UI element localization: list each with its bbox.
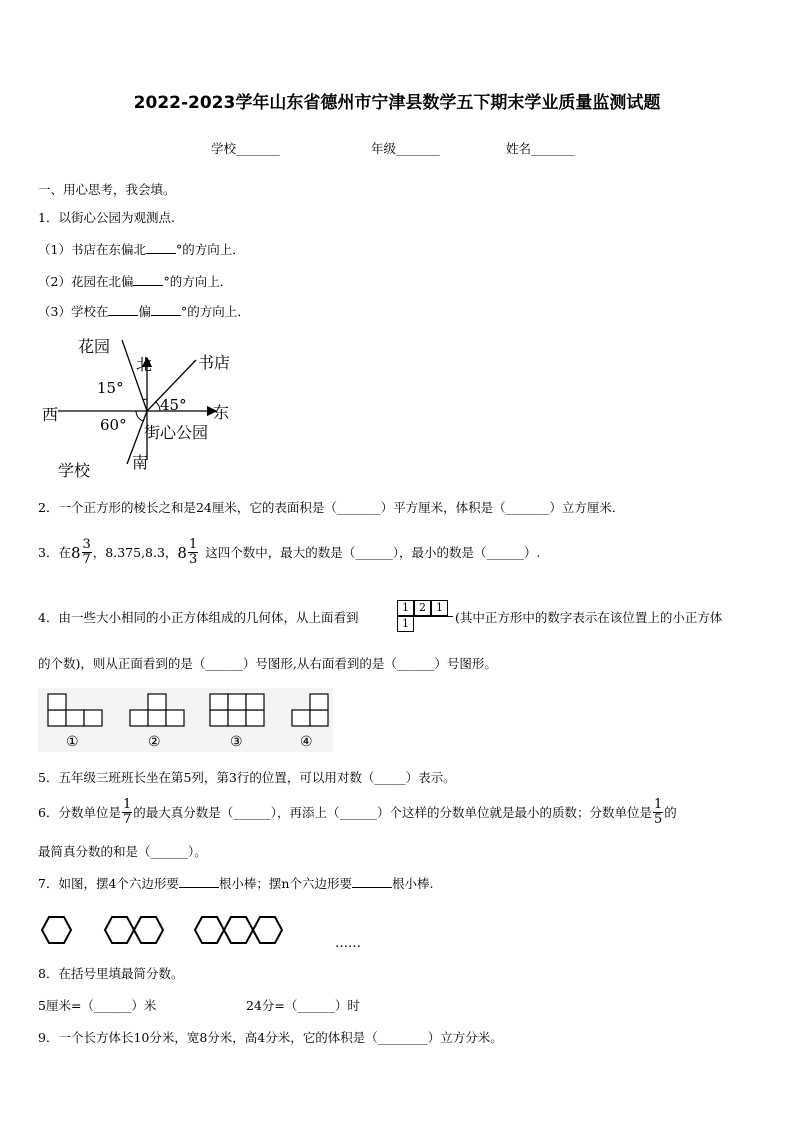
q1-stem: 1．以街心公园为观测点． (38, 210, 184, 225)
q4-text-c: 的个数)，则从正面看到的是（______）号图形,从右面看到的是（______）号图形。 (38, 656, 497, 671)
page-title: 2022-2023学年山东省德州市宁津县数学五下期末学业质量监测试题 (133, 93, 661, 113)
fraction (188, 538, 198, 567)
q6-text-b: 的最大真分数是（______），再添上（______）个这样的分数单位就是最小的质数；分数单位是 (133, 804, 653, 820)
answer-blank (151, 302, 181, 316)
q7-text-c: 根小棒. (391, 876, 434, 891)
q8-stem: 8．在括号里填最简分数。 (38, 966, 184, 981)
hexagon-figures (38, 910, 378, 954)
name-field: 姓名_______ (506, 141, 575, 156)
view-options-figure (38, 688, 333, 752)
direction-diagram (36, 330, 256, 485)
q1-part1-text-b: °的方向上． (175, 242, 245, 257)
ellipsis: …… (335, 936, 361, 951)
q1-part3-text-a: （3）学校在 (38, 304, 109, 319)
q1-part2 (38, 272, 232, 290)
q1-part3-text-c: °的方向上． (180, 304, 250, 319)
q8-right: 24分=（______）时 (246, 998, 360, 1013)
q3-text-a: 3．在 (38, 544, 71, 560)
q1-part3 (38, 302, 250, 320)
q1-part3-text-b: 偏 (138, 304, 151, 319)
grid-cell: 1 (397, 600, 414, 616)
q1-part2-text-b: °的方向上． (163, 274, 233, 289)
fraction-numerator: 1 (122, 797, 132, 812)
school-label: 学校 (58, 461, 91, 480)
fraction (122, 798, 132, 827)
option-label: ④ (300, 734, 313, 750)
q3-line (38, 538, 540, 567)
answer-blank (108, 302, 138, 316)
angle-15-label: 15° (97, 379, 124, 397)
grid-cell: 1 (397, 616, 414, 632)
fraction-numerator: 3 (82, 537, 91, 552)
school-field: 学校_______ (211, 141, 280, 156)
angle-arc (136, 411, 143, 421)
fraction-denominator: 7 (122, 812, 132, 827)
answer-blank (133, 272, 163, 286)
bookstore-label: 书店 (198, 353, 231, 372)
option-label: ③ (230, 734, 243, 750)
fraction-numerator: 1 (654, 797, 663, 812)
mixed-number-whole: 8 (70, 543, 81, 562)
answer-blank (179, 874, 219, 888)
fraction (653, 798, 663, 827)
west-label: 西 (42, 405, 59, 424)
q1-part1-text-a: （1）书店在东偏北 (38, 242, 146, 257)
q9-text: 9．一个长方体长10分米，宽8分米，高4分米，它的体积是（________）立方分米。 (38, 1030, 503, 1045)
fraction-denominator: 5 (654, 812, 663, 827)
q1-part1 (38, 240, 245, 258)
q7-text-a: 7．如图，摆4个六边形要 (38, 876, 179, 891)
angle-60-label: 60° (100, 416, 127, 434)
fraction (82, 538, 92, 567)
fraction-denominator: 7 (82, 552, 91, 567)
q7-line (38, 874, 433, 892)
fraction-denominator: 3 (188, 552, 198, 567)
angle-45-label: 45° (160, 396, 187, 414)
q3-text-b: ，8.375,8.3， (92, 544, 178, 560)
grade-field: 年级_______ (371, 141, 440, 156)
q4-text-b: (其中正方形中的数字表示在该位置上的小正方体 (455, 610, 723, 625)
grid-cell: 2 (414, 600, 431, 616)
q3-text-c: 这四个数中，最大的数是（______），最小的数是（______）. (205, 544, 541, 560)
q7-text-b: 根小棒；摆n个六边形要 (218, 876, 352, 891)
section-heading: 一、用心思考，我会填。 (38, 182, 176, 197)
answer-blank (146, 240, 176, 254)
grid-cell: 1 (431, 600, 448, 616)
q1-part2-text-a: （2）花园在北偏 (38, 274, 134, 289)
q5-text: 5．五年级三班班长坐在第5列，第3行的位置，可以用对数（_____）表示。 (38, 770, 456, 785)
q6-text-a: 6．分数单位是 (38, 804, 121, 820)
garden-label: 花园 (78, 337, 111, 356)
east-label: 东 (213, 403, 230, 422)
q4-text-a: 4．由一些大小相同的小正方体组成的几何体，从上面看到 (38, 610, 359, 625)
q6-text-c: 的 (664, 804, 677, 820)
q2-text: 2．一个正方形的棱长之和是24厘米，它的表面积是（_______）平方厘米，体积是（_______）立方厘米． (38, 500, 625, 515)
option-label: ② (148, 734, 161, 750)
option-label: ① (66, 734, 79, 750)
q8-left: 5厘米=（______）米 (38, 998, 157, 1013)
q6-line2: 最简真分数的和是（______）。 (38, 844, 207, 859)
center-park-label: 街心公园 (144, 423, 209, 442)
mixed-number-whole: 8 (177, 543, 187, 562)
north-label: 北 (136, 355, 153, 374)
answer-blank (352, 874, 392, 888)
south-label: 南 (132, 453, 149, 472)
grid-line (397, 616, 453, 617)
fraction-numerator: 1 (188, 537, 198, 552)
q6-line1 (38, 798, 677, 827)
